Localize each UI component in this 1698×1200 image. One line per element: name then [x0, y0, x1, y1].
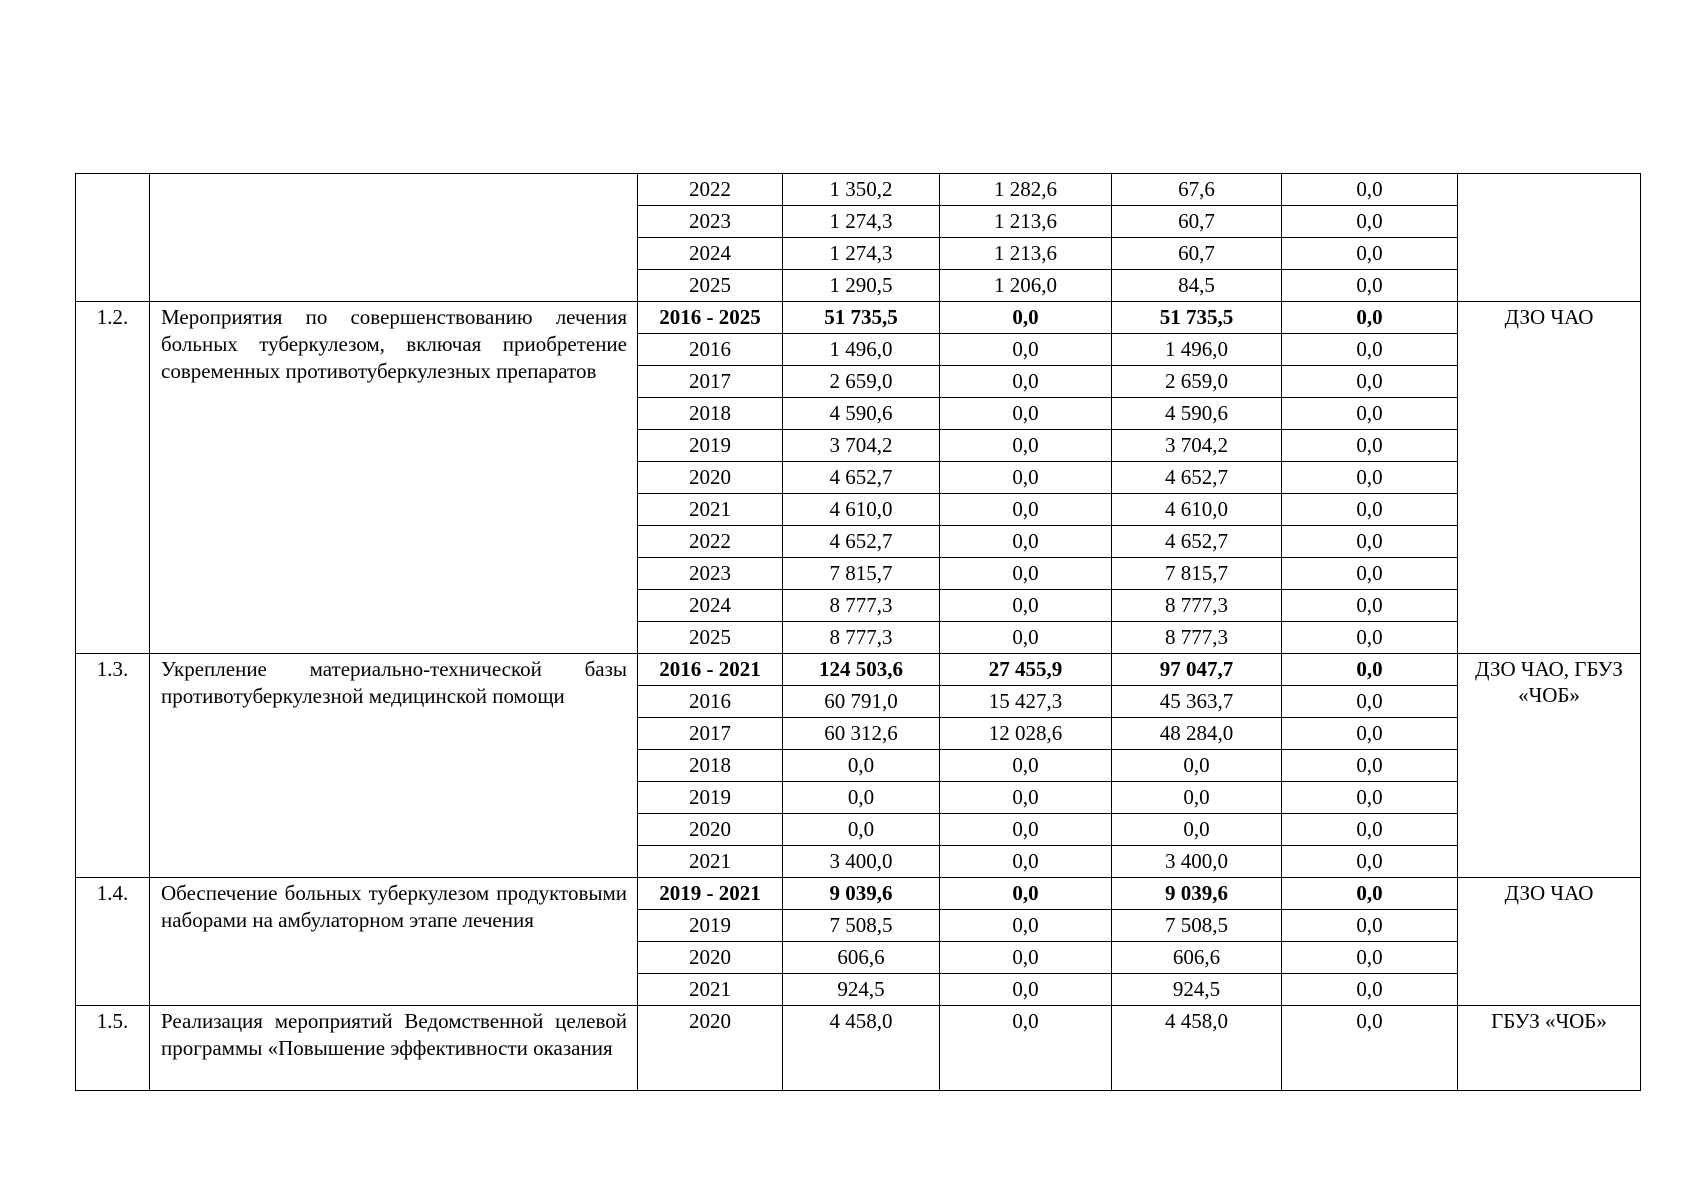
period-cell: 2019	[638, 430, 783, 462]
total-amount-cell: 3 704,2	[783, 430, 940, 462]
funding-source-3-cell: 0,0	[1282, 238, 1458, 270]
period-cell: 2016 - 2025	[638, 302, 783, 334]
funding-source-2-cell: 97 047,7	[1112, 654, 1282, 686]
funding-source-3-cell: 0,0	[1282, 942, 1458, 974]
period-cell: 2018	[638, 750, 783, 782]
table-body	[76, 174, 1641, 1091]
item-number	[76, 174, 150, 302]
funding-source-2-cell: 84,5	[1112, 270, 1282, 302]
funding-source-2-cell: 60,7	[1112, 206, 1282, 238]
funding-source-2-cell: 48 284,0	[1112, 718, 1282, 750]
period-cell: 2019	[638, 782, 783, 814]
total-amount-cell: 1 496,0	[783, 334, 940, 366]
funding-source-3-cell: 0,0	[1282, 270, 1458, 302]
period-cell: 2017	[638, 718, 783, 750]
funding-source-2-cell: 67,6	[1112, 174, 1282, 206]
period-cell: 2021	[638, 974, 783, 1006]
table-row	[76, 878, 1641, 910]
total-amount-cell: 124 503,6	[783, 654, 940, 686]
funding-source-2-cell: 4 652,7	[1112, 526, 1282, 558]
funding-source-1-cell: 0,0	[940, 590, 1112, 622]
total-amount-cell: 606,6	[783, 942, 940, 974]
funding-source-2-cell: 7 815,7	[1112, 558, 1282, 590]
funding-source-3-cell: 0,0	[1282, 558, 1458, 590]
funding-source-3-cell: 0,0	[1282, 590, 1458, 622]
total-amount-cell: 0,0	[783, 782, 940, 814]
period-cell: 2022	[638, 174, 783, 206]
funding-source-3-cell: 0,0	[1282, 814, 1458, 846]
funding-source-3-cell: 0,0	[1282, 686, 1458, 718]
funding-source-2-cell: 9 039,6	[1112, 878, 1282, 910]
item-number: 1.2.	[76, 302, 150, 654]
total-amount-cell: 8 777,3	[783, 622, 940, 654]
funding-source-3-cell: 0,0	[1282, 526, 1458, 558]
funding-source-3-cell: 0,0	[1282, 878, 1458, 910]
funding-source-3-cell: 0,0	[1282, 750, 1458, 782]
funding-source-1-cell: 0,0	[940, 430, 1112, 462]
item-name: Обеспечение больных туберкулезом продуктовыми наборами на амбулаторном этапе лечения	[150, 878, 638, 1006]
period-cell: 2020	[638, 942, 783, 974]
funding-source-3-cell: 0,0	[1282, 206, 1458, 238]
table-row	[76, 302, 1641, 334]
funding-source-1-cell: 0,0	[940, 558, 1112, 590]
period-cell: 2018	[638, 398, 783, 430]
funding-source-2-cell: 3 400,0	[1112, 846, 1282, 878]
funding-source-2-cell: 0,0	[1112, 814, 1282, 846]
executor-cell: ДЗО ЧАО	[1458, 302, 1641, 654]
total-amount-cell: 1 274,3	[783, 206, 940, 238]
total-amount-cell: 4 590,6	[783, 398, 940, 430]
item-name: Мероприятия по совершенствованию лечения больных туберкулезом, включая приобретение современных противотуберкулезных препаратов	[150, 302, 638, 654]
item-name: Укрепление материально-технической базы противотуберкулезной медицинской помощи	[150, 654, 638, 878]
funding-source-3-cell: 0,0	[1282, 462, 1458, 494]
funding-source-1-cell: 0,0	[940, 782, 1112, 814]
total-amount-cell: 1 274,3	[783, 238, 940, 270]
funding-source-2-cell: 7 508,5	[1112, 910, 1282, 942]
total-amount-cell: 60 791,0	[783, 686, 940, 718]
funding-source-1-cell: 0,0	[940, 910, 1112, 942]
funding-source-3-cell: 0,0	[1282, 718, 1458, 750]
period-cell: 2017	[638, 366, 783, 398]
funding-source-2-cell: 0,0	[1112, 750, 1282, 782]
period-cell: 2020	[638, 1006, 783, 1091]
funding-source-3-cell: 0,0	[1282, 302, 1458, 334]
total-amount-cell: 4 458,0	[783, 1006, 940, 1091]
funding-source-1-cell: 0,0	[940, 622, 1112, 654]
funding-source-1-cell: 0,0	[940, 302, 1112, 334]
total-amount-cell: 924,5	[783, 974, 940, 1006]
funding-source-3-cell: 0,0	[1282, 974, 1458, 1006]
funding-source-1-cell: 0,0	[940, 398, 1112, 430]
executor-cell: ДЗО ЧАО, ГБУЗ «ЧОБ»	[1458, 654, 1641, 878]
period-cell: 2022	[638, 526, 783, 558]
funding-source-3-cell: 0,0	[1282, 622, 1458, 654]
period-cell: 2025	[638, 270, 783, 302]
funding-source-2-cell: 1 496,0	[1112, 334, 1282, 366]
funding-source-1-cell: 1 213,6	[940, 206, 1112, 238]
funding-source-3-cell: 0,0	[1282, 846, 1458, 878]
funding-source-2-cell: 4 610,0	[1112, 494, 1282, 526]
funding-table	[75, 173, 1641, 1091]
period-cell: 2016 - 2021	[638, 654, 783, 686]
funding-source-2-cell: 4 590,6	[1112, 398, 1282, 430]
total-amount-cell: 0,0	[783, 750, 940, 782]
total-amount-cell: 0,0	[783, 814, 940, 846]
funding-source-1-cell: 27 455,9	[940, 654, 1112, 686]
total-amount-cell: 4 652,7	[783, 462, 940, 494]
item-number: 1.4.	[76, 878, 150, 1006]
funding-source-2-cell: 8 777,3	[1112, 590, 1282, 622]
funding-source-1-cell: 0,0	[940, 974, 1112, 1006]
funding-source-2-cell: 2 659,0	[1112, 366, 1282, 398]
table-row	[76, 174, 1641, 206]
funding-source-2-cell: 60,7	[1112, 238, 1282, 270]
period-cell: 2021	[638, 846, 783, 878]
funding-source-2-cell: 0,0	[1112, 782, 1282, 814]
funding-source-1-cell: 1 282,6	[940, 174, 1112, 206]
period-cell: 2020	[638, 462, 783, 494]
table-row	[76, 654, 1641, 686]
funding-source-3-cell: 0,0	[1282, 334, 1458, 366]
total-amount-cell: 7 815,7	[783, 558, 940, 590]
funding-source-2-cell: 51 735,5	[1112, 302, 1282, 334]
funding-source-1-cell: 1 213,6	[940, 238, 1112, 270]
funding-source-1-cell: 1 206,0	[940, 270, 1112, 302]
funding-source-1-cell: 0,0	[940, 462, 1112, 494]
funding-source-3-cell: 0,0	[1282, 430, 1458, 462]
period-cell: 2020	[638, 814, 783, 846]
funding-source-1-cell: 0,0	[940, 1006, 1112, 1091]
funding-source-3-cell: 0,0	[1282, 398, 1458, 430]
funding-source-1-cell: 0,0	[940, 814, 1112, 846]
total-amount-cell: 1 350,2	[783, 174, 940, 206]
period-cell: 2023	[638, 558, 783, 590]
period-cell: 2019	[638, 910, 783, 942]
funding-source-1-cell: 0,0	[940, 526, 1112, 558]
funding-source-1-cell: 0,0	[940, 334, 1112, 366]
total-amount-cell: 2 659,0	[783, 366, 940, 398]
funding-source-2-cell: 3 704,2	[1112, 430, 1282, 462]
period-cell: 2021	[638, 494, 783, 526]
funding-source-2-cell: 924,5	[1112, 974, 1282, 1006]
period-cell: 2025	[638, 622, 783, 654]
total-amount-cell: 7 508,5	[783, 910, 940, 942]
total-amount-cell: 3 400,0	[783, 846, 940, 878]
funding-source-1-cell: 15 427,3	[940, 686, 1112, 718]
funding-source-3-cell: 0,0	[1282, 910, 1458, 942]
total-amount-cell: 4 652,7	[783, 526, 940, 558]
funding-source-2-cell: 8 777,3	[1112, 622, 1282, 654]
executor-cell: ГБУЗ «ЧОБ»	[1458, 1006, 1641, 1091]
funding-source-1-cell: 0,0	[940, 366, 1112, 398]
funding-source-3-cell: 0,0	[1282, 494, 1458, 526]
period-cell: 2016	[638, 686, 783, 718]
funding-source-3-cell: 0,0	[1282, 654, 1458, 686]
funding-source-2-cell: 4 652,7	[1112, 462, 1282, 494]
funding-source-3-cell: 0,0	[1282, 1006, 1458, 1091]
funding-source-1-cell: 12 028,6	[940, 718, 1112, 750]
period-cell: 2019 - 2021	[638, 878, 783, 910]
item-number: 1.3.	[76, 654, 150, 878]
funding-source-3-cell: 0,0	[1282, 174, 1458, 206]
funding-source-2-cell: 606,6	[1112, 942, 1282, 974]
total-amount-cell: 51 735,5	[783, 302, 940, 334]
period-cell: 2024	[638, 590, 783, 622]
executor-cell: ДЗО ЧАО	[1458, 878, 1641, 1006]
item-name	[150, 174, 638, 302]
funding-source-1-cell: 0,0	[940, 846, 1112, 878]
funding-source-3-cell: 0,0	[1282, 782, 1458, 814]
funding-source-1-cell: 0,0	[940, 878, 1112, 910]
funding-source-1-cell: 0,0	[940, 942, 1112, 974]
total-amount-cell: 8 777,3	[783, 590, 940, 622]
funding-source-1-cell: 0,0	[940, 750, 1112, 782]
period-cell: 2023	[638, 206, 783, 238]
executor-cell	[1458, 174, 1641, 302]
total-amount-cell: 4 610,0	[783, 494, 940, 526]
total-amount-cell: 9 039,6	[783, 878, 940, 910]
item-name: Реализация мероприятий Ведомственной целевой программы «Повышение эффективности оказания	[150, 1006, 638, 1091]
funding-source-2-cell: 45 363,7	[1112, 686, 1282, 718]
period-cell: 2024	[638, 238, 783, 270]
total-amount-cell: 1 290,5	[783, 270, 940, 302]
period-cell: 2016	[638, 334, 783, 366]
funding-source-3-cell: 0,0	[1282, 366, 1458, 398]
funding-source-1-cell: 0,0	[940, 494, 1112, 526]
total-amount-cell: 60 312,6	[783, 718, 940, 750]
table-row	[76, 1006, 1641, 1091]
item-number: 1.5.	[76, 1006, 150, 1091]
funding-source-2-cell: 4 458,0	[1112, 1006, 1282, 1091]
